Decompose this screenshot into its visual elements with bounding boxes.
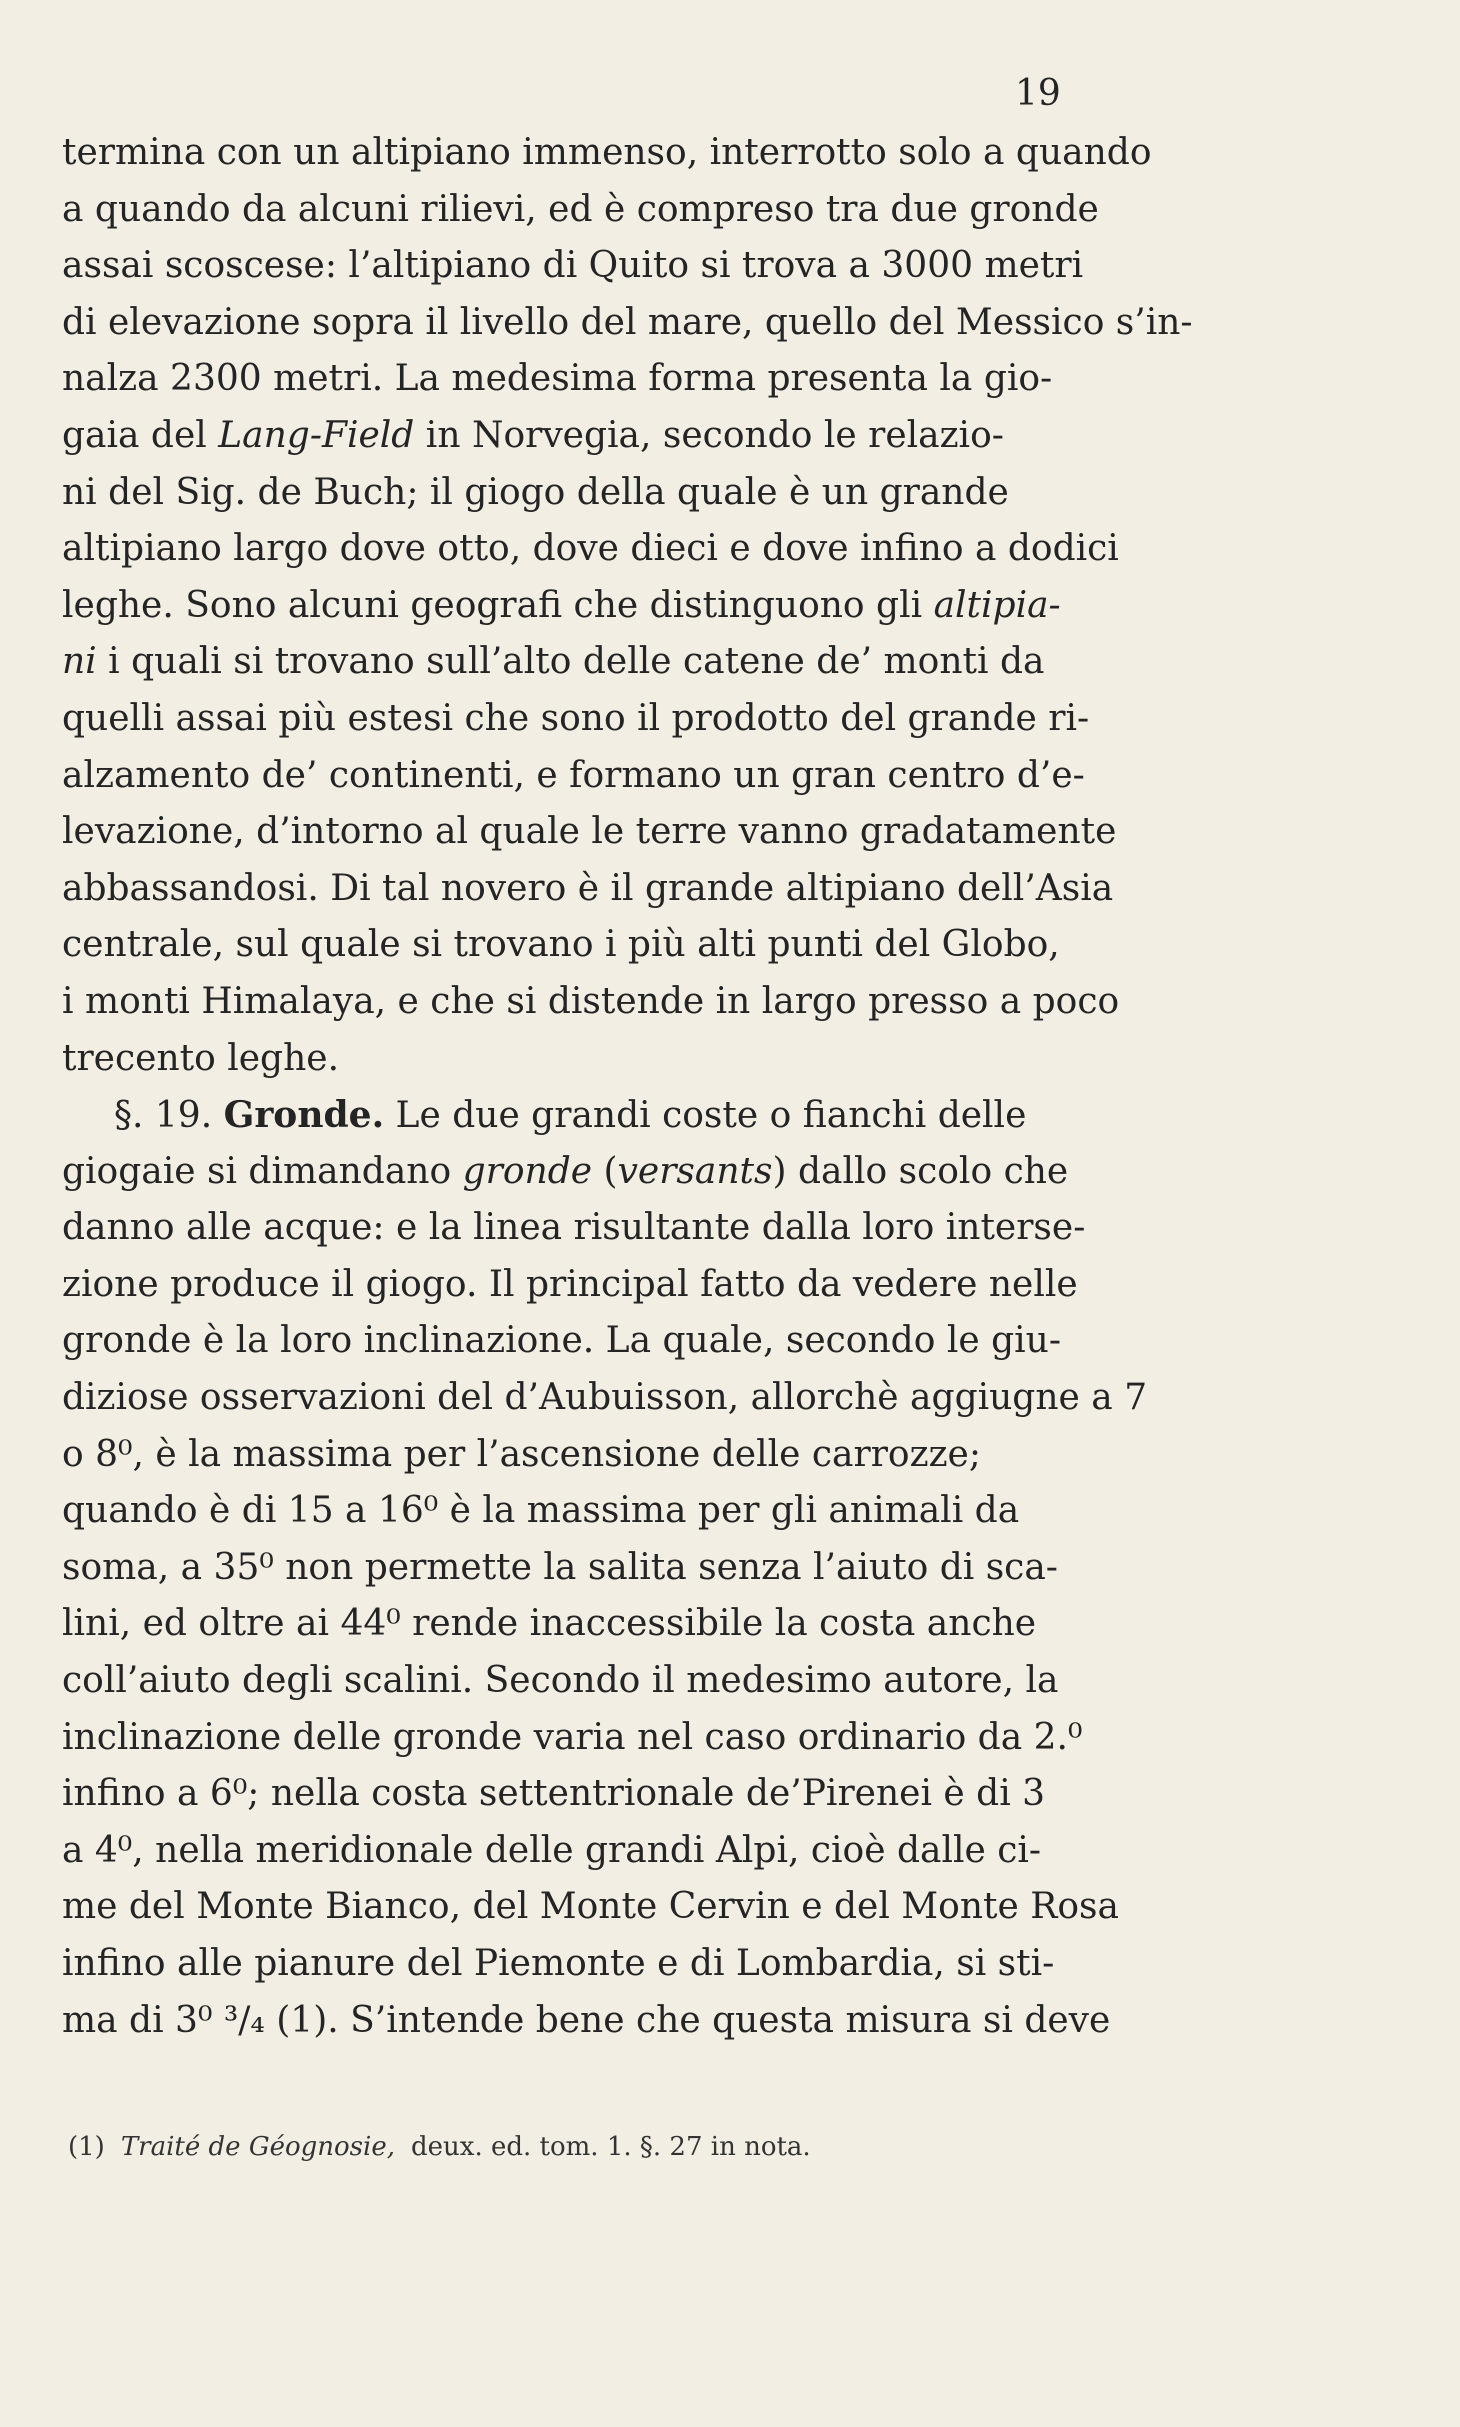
text-line: danno alle acque: e la linea risultante dalla loro interse- (62, 1207, 1086, 1249)
footnote (68, 2130, 1068, 2164)
italic-term: Lang-Field (218, 414, 415, 456)
text-line: diziose osservazioni del d’Aubuisson, allorchè aggiugne a 7 (62, 1377, 1148, 1419)
text-line (62, 1144, 1182, 1201)
text-line: abbassandosi. Di tal novero è il grande altipiano dell’Asia (62, 867, 1114, 909)
text-line (62, 634, 1182, 691)
text-line: infino alle pianure del Piemonte e di Lombardia, si sti- (62, 1943, 1055, 1984)
text-line: infino a 6⁰; nella costa settentrionale de’Pirenei è di 3 (62, 1773, 1046, 1815)
italic-term: altipia- (933, 584, 1061, 626)
text-line: altipiano largo dove otto, dove dieci e dove infino a dodici (62, 528, 1119, 570)
text-line: coll’aiuto degli scalini. Secondo il medesimo autore, la (62, 1660, 1059, 1702)
footnote-title: Traité de Géognosie, (120, 2132, 395, 2162)
italic-term: gronde (462, 1150, 593, 1192)
text-line (62, 408, 1182, 465)
text-segment: in Norvegia, secondo le relazio- (414, 414, 1004, 456)
body-text (62, 125, 1193, 2049)
section-number: §. 19. (114, 1095, 224, 1137)
footnote-marker: (1) (68, 2132, 105, 2162)
text-line: assai scoscese: l’altipiano di Quito si trova a 3000 metri (62, 245, 1084, 287)
text-line: quando è di 15 a 16⁰ è la massima per gli animali da (62, 1490, 1020, 1532)
text-segment: ) dallo scolo che (772, 1150, 1069, 1192)
section-title: Gronde. (223, 1094, 385, 1137)
text-segment: ( (592, 1150, 618, 1192)
text-line: ma di 3⁰ ³/₄ (1). S’intende bene che questa misura si deve (62, 1999, 1111, 2041)
text-segment: Le due grandi coste o fianchi delle (384, 1095, 1027, 1137)
text-line: trecento leghe. (62, 1037, 340, 1079)
text-line: nalza 2300 metri. La medesima forma presenta la gio- (62, 358, 1053, 400)
text-line (62, 578, 1182, 635)
text-line: levazione, d’intorno al quale le terre vanno gradatamente (62, 811, 1117, 853)
italic-term: versants (617, 1150, 773, 1192)
italic-term: ni (62, 641, 97, 683)
text-line: gronde è la loro inclinazione. La quale, secondo le giu- (62, 1320, 1061, 1362)
page-number: 19 (1015, 73, 1061, 114)
text-line: lini, ed oltre ai 44⁰ rende inaccessibile la costa anche (62, 1603, 1037, 1645)
text-line: i monti Himalaya, e che si distende in largo presso a poco (62, 980, 1120, 1022)
text-line: a quando da alcuni rilievi, ed è compreso tra due gronde (62, 188, 1099, 230)
footnote-text: deux. ed. tom. 1. §. 27 in nota. (411, 2132, 811, 2162)
text-line: inclinazione delle gronde varia nel caso ordinario da 2.⁰ (62, 1716, 1083, 1758)
text-line: alzamento de’ continenti, e formano un gran centro d’e- (62, 754, 1085, 796)
text-line: o 8⁰, è la massima per l’ascensione delle carrozze; (62, 1433, 981, 1475)
text-line: di elevazione sopra il livello del mare, quello del Messico s’in- (62, 301, 1193, 343)
text-segment: leghe. Sono alcuni geografi che distinguono gli (62, 584, 934, 626)
text-segment: i quali si trovano sull’alto delle catene de’ monti da (96, 641, 1045, 683)
section-heading-line (62, 1087, 1182, 1144)
text-line: me del Monte Bianco, del Monte Cervin e del Monte Rosa (62, 1886, 1119, 1928)
text-segment: gaia del (62, 414, 219, 456)
text-line: zione produce il giogo. Il principal fatto da vedere nelle (62, 1263, 1078, 1305)
text-segment: giogaie si dimandano (62, 1150, 463, 1192)
text-line: soma, a 35⁰ non permette la salita senza l’aiuto di sca- (62, 1546, 1058, 1588)
text-line: ni del Sig. de Buch; il giogo della quale è un grande (62, 471, 1009, 513)
text-line: a 4⁰, nella meridionale delle grandi Alpi, cioè dalle ci- (62, 1829, 1042, 1871)
text-line: quelli assai più estesi che sono il prodotto del grande ri- (62, 697, 1090, 739)
text-line: centrale, sul quale si trovano i più alti punti del Globo, (62, 924, 1060, 966)
text-line: termina con un altipiano immenso, interrotto solo a quando (62, 132, 1152, 173)
